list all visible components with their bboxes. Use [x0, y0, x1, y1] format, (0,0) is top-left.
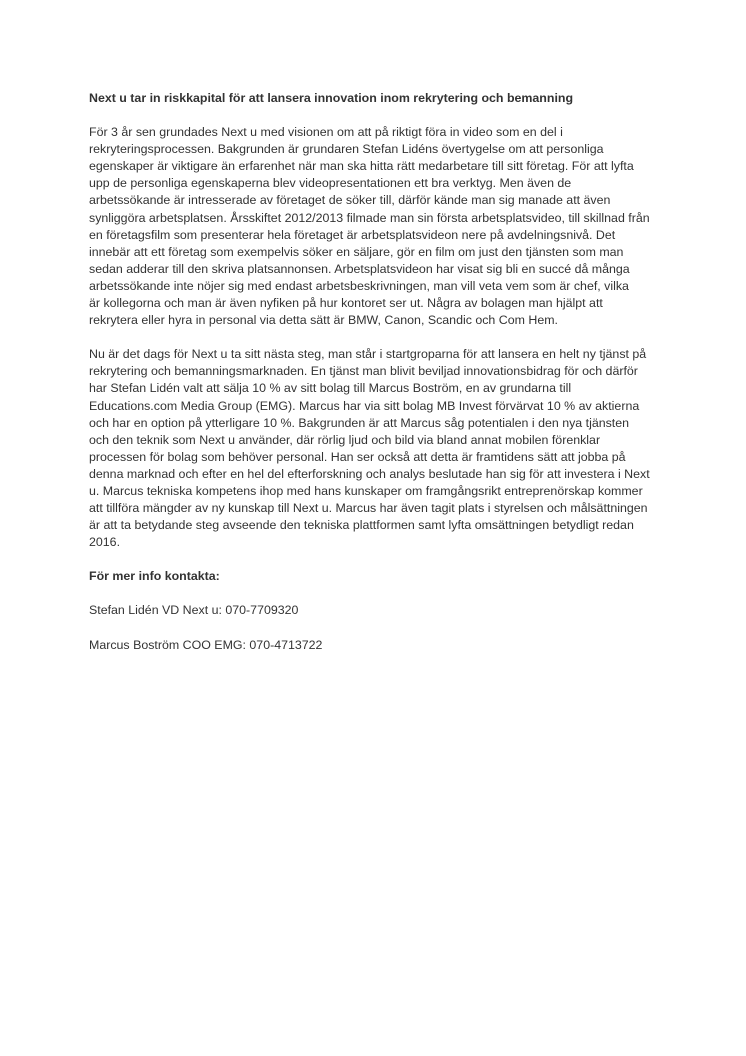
paragraph-2	[89, 346, 659, 551]
contact-stefan: Stefan Lidén VD Next u: 070-7709320	[89, 603, 299, 618]
paragraph-line: processen för bolag som behöver personal. Han ser också att detta är framtidens sätt att jobba på	[89, 449, 626, 464]
paragraph-1	[89, 124, 659, 329]
paragraph-line: rekrytera eller hyra in personal via detta sätt är BMW, Canon, Scandic och Com Hem.	[89, 313, 558, 328]
paragraph-line: är kollegorna och man är även nyfiken på hur kontoret ser ut. Några av bolagen man hjälpt att	[89, 296, 603, 311]
paragraph-line: egenskaper är viktigare än erfarenhet när man ska hitta rätt medarbetare till sitt företag. För att lyfta	[89, 159, 634, 174]
paragraph-line: u. Marcus tekniska kompetens ihop med hans kunskaper om framgångsrikt entreprenörskap kommer	[89, 483, 643, 498]
paragraph-line: är att ta betydande steg avseende den tekniska plattformen samt lyfta omsättningen betydligt redan	[89, 518, 634, 533]
paragraph-line: arbetssökande är intresserade av företaget de söker till, därför kände man sig manade att även	[89, 193, 611, 208]
paragraph-line: denna marknad och efter en hel del efterforskning och analys beslutade han sig för att investera i Next	[89, 466, 650, 481]
paragraph-line: en företagsfilm som presenterar hela företaget är arbetsplatsvideon nere på avdelningsnivå. Det	[89, 227, 616, 242]
paragraph-line: och har en option på ytterligare 10 %. Bakgrunden är att Marcus såg potentialen i den nya tjänsten	[89, 415, 630, 430]
paragraph-line: Educations.com Media Group (EMG). Marcus har via sitt bolag MB Invest förvärvat 10 % av aktierna	[89, 398, 640, 413]
paragraph-line: innebär att ett företag som exempelvis söker en säljare, gör en film om just den tjänsten som man	[89, 244, 624, 259]
paragraph-line: rekrytering och bemanningsmarknaden. En tjänst man blivit beviljad innovationsbidrag för och därför	[89, 364, 638, 379]
paragraph-line: sedan adderar till den skriva platsannonsen. Arbetsplatsvideon har visat sig bli en succé då många	[89, 261, 630, 276]
paragraph-line: har Stefan Lidén valt att sälja 10 % av sitt bolag till Marcus Boström, en av grundarna till	[89, 381, 572, 396]
paragraph-line: 2016.	[89, 535, 121, 550]
paragraph-line: synliggöra arbetsplatsen. Årsskiftet 2012/2013 filmade man sin första arbetsplatsvideo, till skillnad från	[89, 210, 650, 225]
paragraph-line: arbetssökande inte nöjer sig med endast arbetsbeskrivningen, man vill veta vem som är chef, vilka	[89, 278, 629, 293]
contact-marcus: Marcus Boström COO EMG: 070-4713722	[89, 637, 323, 652]
paragraph-line: rekryteringsprocessen. Bakgrunden är grundaren Stefan Lidéns övertygelse om att personliga	[89, 142, 604, 157]
document-title: Next u tar in riskkapital för att lansera innovation inom rekrytering och bemanning	[89, 91, 574, 105]
info-heading: För mer info kontakta:	[89, 569, 220, 584]
paragraph-line: att tillföra mängder av ny kunskap till Next u. Marcus har även tagit plats i styrelsen och målsättningen	[89, 501, 648, 516]
paragraph-line: och den teknik som Next u använder, där rörlig ljud och bild via bland annat mobilen förenklar	[89, 432, 601, 447]
document-page	[89, 90, 659, 671]
paragraph-line: För 3 år sen grundades Next u med visionen om att på riktigt föra in video som en del i	[89, 125, 563, 140]
paragraph-line: Nu är det dags för Next u ta sitt nästa steg, man står i startgroparna för att lansera en helt ny tjänst på	[89, 347, 647, 362]
paragraph-line: upp de personliga egenskaperna blev videopresentationen ett bra verktyg. Men även de	[89, 176, 572, 191]
